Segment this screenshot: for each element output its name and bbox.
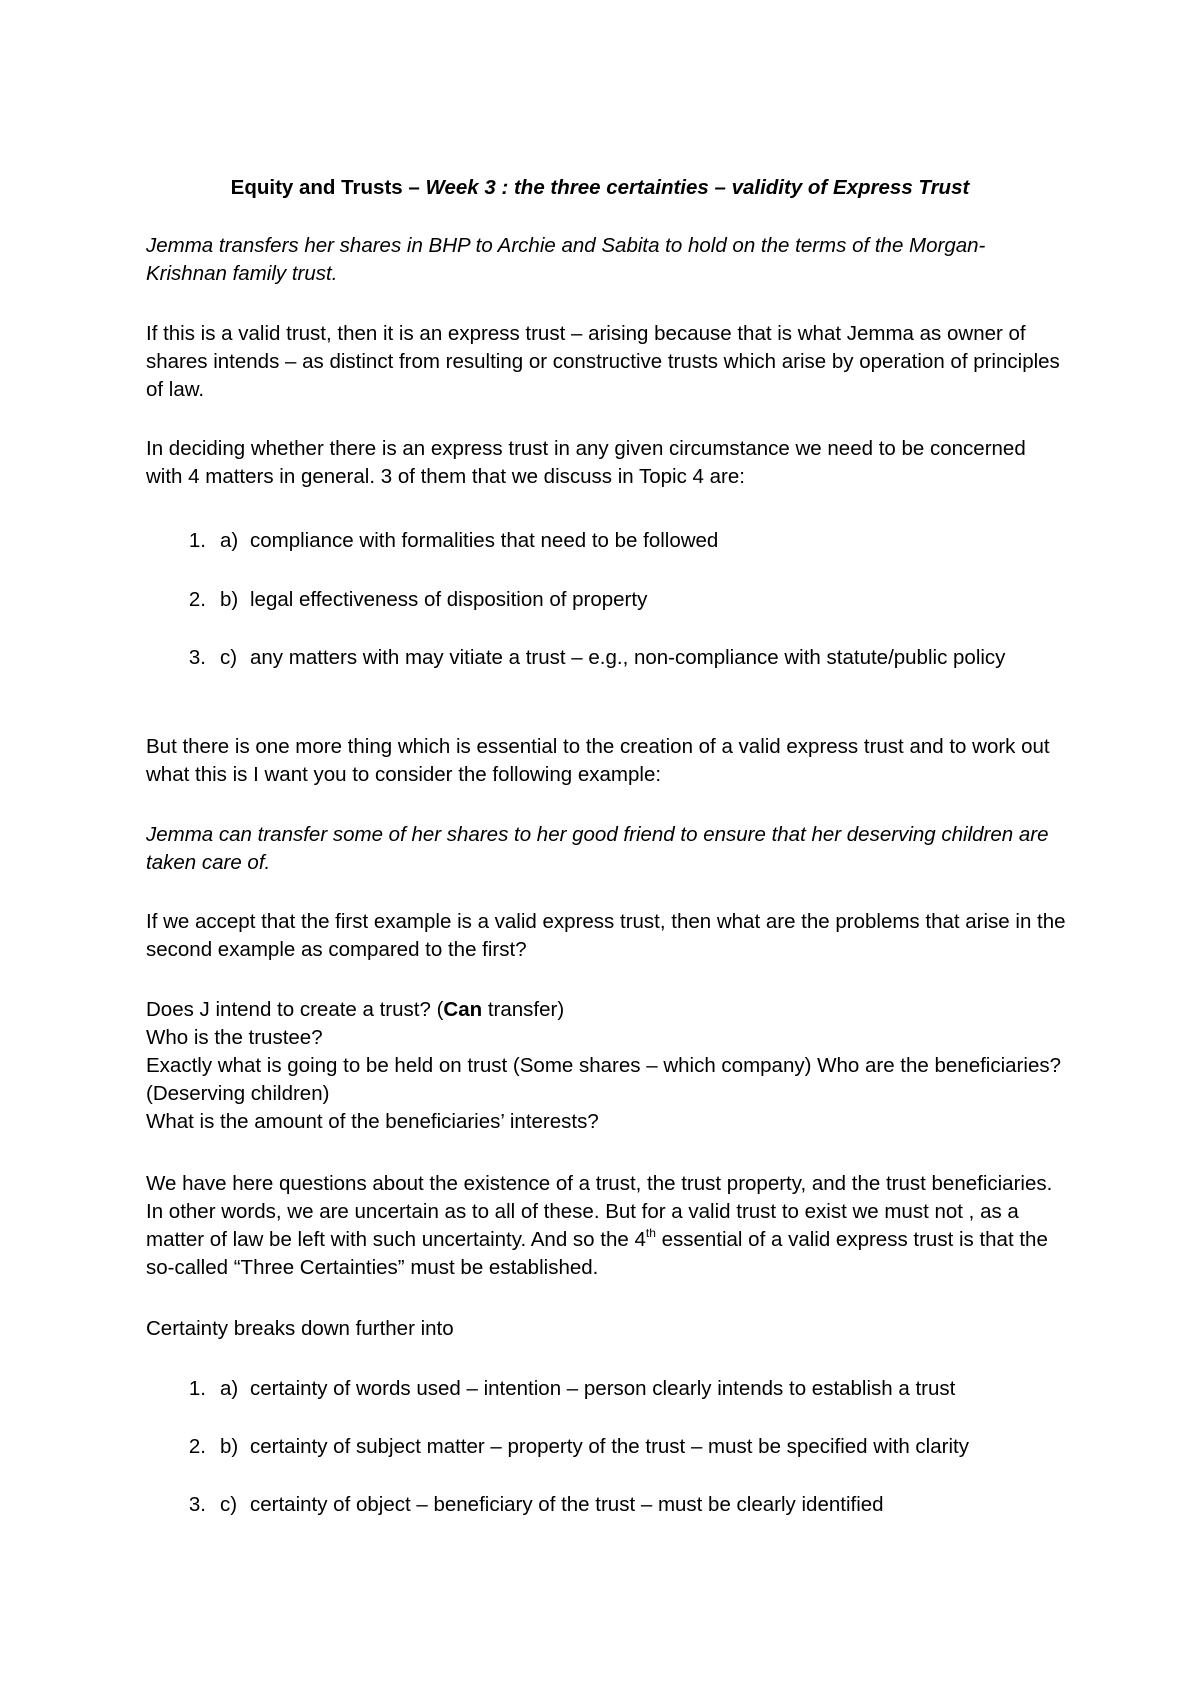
paragraph-problems: If we accept that the first example is a valid express trust, then what are the problems that arise in the second example as compared to the first? [146, 910, 1066, 961]
list-number: 1. [188, 529, 206, 552]
list-text: certainty of subject matter – property of the trust – must be specified with clarity [250, 1435, 969, 1458]
list-text: certainty of object – beneficiary of the trust – must be clearly identified [250, 1493, 884, 1516]
paragraph-one-more-thing: But there is one more thing which is essential to the creation of a valid express trust and to work out what this is I want you to consider the following example: [146, 735, 1050, 786]
list-number: 3. [188, 1493, 206, 1516]
list-text: certainty of words used – intention – person clearly intends to establish a trust [250, 1377, 956, 1400]
list-letter: c) [220, 1493, 238, 1516]
list-letter: b) [220, 588, 239, 611]
paragraph-certainty-breakdown: Certainty breaks down further into [146, 1317, 454, 1340]
question-property: Exactly what is going to be held on trust (Some shares – which company) Who are the beneficiaries? (Deserving children) [146, 1054, 1061, 1105]
title-bold-part: Equity and Trusts – [230, 176, 426, 199]
document-title [0, 174, 1200, 202]
paragraph-fourth-essential: We have here questions about the existence of a trust, the trust property, and the trust beneficiaries. In other words, we are uncertain as to all of these. But for a valid trust to exist we must not , as a matter of law be left with such uncertainty. And so the 4th essential of a valid express trust is that the so-called “Three Certainties” must be established. [146, 1172, 1053, 1279]
superscript: th [645, 1226, 656, 1240]
second-example: Jemma can transfer some of her shares to her good friend to ensure that her deserving children are taken care of. [146, 823, 1049, 874]
list-letter: a) [220, 529, 239, 552]
paragraph-four-matters: In deciding whether there is an express trust in any given circumstance we need to be concerned with 4 matters in general. 3 of them that we discuss in Topic 4 are: [146, 437, 1026, 488]
list-number: 2. [188, 588, 206, 611]
list-text: legal effectiveness of disposition of property [250, 588, 648, 611]
paragraph-express-trust: If this is a valid trust, then it is an express trust – arising because that is what Jemma as owner of shares intends – as distinct from resulting or constructive trusts which arise by operation of principles of law. [146, 322, 1060, 401]
question-emphasis: Can [443, 998, 483, 1021]
questions-block [146, 996, 1066, 1136]
list-letter: a) [220, 1377, 239, 1400]
list-number: 3. [188, 646, 206, 669]
question-intent: Does J intend to create a trust? (Can transfer) [146, 998, 565, 1021]
question-trustee: Who is the trustee? [146, 1026, 323, 1049]
intro-example: Jemma transfers her shares in BHP to Archie and Sabita to hold on the terms of the Morgan-Krishnan family trust. [146, 234, 986, 285]
question-interests: What is the amount of the beneficiaries’ interests? [146, 1110, 599, 1133]
title-italic-part: Week 3 : the three certainties – validity of Express Trust [425, 176, 970, 199]
list-letter: b) [220, 1435, 239, 1458]
list-number: 1. [188, 1377, 206, 1400]
list-letter: c) [220, 646, 238, 669]
list-text: any matters with may vitiate a trust – e.g., non-compliance with statute/public policy [250, 646, 1006, 669]
list-text: compliance with formalities that need to be followed [250, 529, 719, 552]
list-number: 2. [188, 1435, 206, 1458]
